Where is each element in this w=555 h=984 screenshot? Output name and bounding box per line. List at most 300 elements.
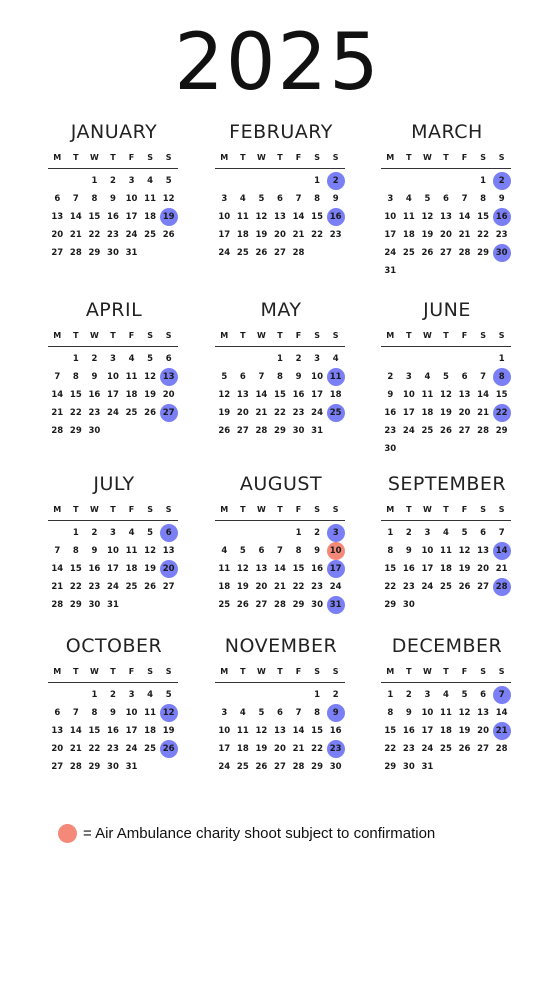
day-cell: 3 — [314, 354, 321, 364]
day-cell: 29 — [477, 248, 490, 258]
day-cell-highlighted: 28 — [492, 578, 511, 596]
day-cell: 6 — [258, 546, 265, 556]
day-cell: 9 — [110, 708, 116, 718]
day-cell-empty — [215, 524, 234, 542]
day-cell: 1 — [314, 176, 321, 186]
day-cell: 27 — [477, 582, 490, 592]
day-cell: 23 — [402, 744, 415, 754]
day-cell: 30 — [311, 600, 324, 610]
day-cell: 26 — [255, 762, 268, 772]
day-cell: 15 — [274, 390, 286, 400]
weekday-label: W — [422, 153, 432, 162]
weekday-label: T — [406, 505, 412, 514]
day-cell: 28 — [69, 762, 82, 772]
day-cell: 26 — [458, 582, 471, 592]
weekday-label: T — [443, 153, 449, 162]
weekday-label: S — [147, 667, 153, 676]
day-cell: 17 — [107, 390, 119, 400]
day-cell: 25 — [144, 744, 157, 754]
day-cell: 1 — [72, 354, 79, 364]
day-cell: 13 — [477, 708, 490, 718]
day-cell: 1 — [277, 354, 283, 364]
day-cell: 4 — [128, 354, 135, 364]
day-cell-empty — [455, 758, 474, 776]
day-cell: 15 — [311, 726, 324, 736]
weekday-label: T — [73, 505, 79, 514]
day-cell-empty — [215, 172, 234, 190]
day-cell: 17 — [107, 564, 119, 574]
day-cell: 30 — [88, 426, 101, 436]
day-cell: 3 — [221, 708, 228, 718]
day-cell-empty — [234, 686, 253, 704]
day-cell: 20 — [274, 230, 286, 240]
week-row — [48, 244, 180, 262]
weekday-header — [48, 504, 180, 516]
week-row — [48, 560, 180, 578]
day-cell: 2 — [91, 528, 98, 538]
weekday-label: T — [240, 505, 246, 514]
weekday-label: S — [147, 153, 153, 162]
day-cell: 23 — [495, 230, 508, 240]
day-cell: 24 — [218, 248, 231, 258]
day-cell: 1 — [91, 690, 98, 700]
day-cell: 2 — [405, 690, 412, 700]
week-row — [215, 578, 347, 596]
weekday-label: S — [314, 331, 320, 340]
weekday-header — [381, 152, 513, 164]
week-row — [381, 172, 513, 190]
day-cell-highlighted: 26 — [159, 740, 178, 758]
day-cell: 9 — [405, 546, 412, 556]
day-cell-empty — [418, 440, 437, 458]
day-cell: 19 — [421, 230, 434, 240]
weekday-label: F — [128, 505, 135, 514]
day-cell: 15 — [477, 212, 490, 222]
weekday-label: F — [128, 331, 135, 340]
day-cell: 9 — [295, 372, 302, 382]
day-cell: 5 — [147, 528, 154, 538]
week-row — [381, 350, 513, 368]
weekday-label: F — [295, 153, 302, 162]
day-cell: 22 — [311, 230, 324, 240]
day-cell: 16 — [292, 390, 305, 400]
legend-marker-dot — [58, 824, 77, 843]
day-cell: 25 — [402, 248, 415, 258]
day-cell-highlighted: 13 — [159, 368, 178, 386]
weekday-label: S — [332, 331, 339, 340]
day-cell: 23 — [107, 230, 119, 240]
day-cell: 5 — [239, 546, 246, 556]
day-cell: 22 — [88, 744, 101, 754]
month-january — [48, 120, 180, 262]
day-cell: 6 — [54, 194, 61, 204]
weekday-label: S — [332, 505, 339, 514]
day-cell: 24 — [421, 582, 434, 592]
day-cell: 17 — [125, 212, 138, 222]
weekday-header — [381, 666, 513, 678]
day-cell: 19 — [255, 230, 268, 240]
day-cell: 21 — [458, 230, 471, 240]
weekday-label: S — [480, 153, 486, 162]
day-cell: 1 — [498, 354, 505, 364]
day-cell: 27 — [162, 582, 175, 592]
week-row — [215, 560, 347, 578]
day-cell-empty — [252, 524, 271, 542]
day-cell-empty — [271, 524, 290, 542]
day-cell: 20 — [477, 564, 490, 574]
day-cell-empty — [455, 440, 474, 458]
week-row — [215, 226, 347, 244]
day-cell-empty — [271, 172, 290, 190]
day-cell: 26 — [421, 248, 434, 258]
day-cell: 8 — [314, 708, 321, 718]
day-cell: 22 — [384, 582, 397, 592]
weekday-label: S — [480, 331, 486, 340]
header-divider — [381, 682, 511, 683]
week-row — [48, 350, 180, 368]
weekday-label: M — [53, 331, 62, 340]
day-cell: 7 — [72, 708, 79, 718]
day-cell: 27 — [51, 248, 64, 258]
day-cell-empty — [455, 262, 474, 280]
day-cell: 24 — [421, 744, 434, 754]
weekday-label: W — [422, 331, 432, 340]
day-cell: 2 — [110, 690, 116, 700]
day-cell: 6 — [480, 528, 487, 538]
day-cell: 11 — [125, 372, 138, 382]
weekday-label: T — [73, 153, 79, 162]
day-cell-highlighted: 16 — [326, 208, 345, 226]
day-cell: 19 — [458, 564, 471, 574]
day-cell-empty — [474, 350, 493, 368]
day-cell: 18 — [440, 564, 452, 574]
legend-text: = Air Ambulance charity shoot subject to confirmation — [83, 825, 436, 842]
day-cell: 5 — [461, 690, 468, 700]
day-cell: 15 — [69, 564, 82, 574]
day-cell: 7 — [480, 372, 487, 382]
weekday-header — [48, 152, 180, 164]
day-cell-empty — [48, 686, 67, 704]
day-cell-empty — [308, 244, 327, 262]
day-cell: 8 — [91, 708, 98, 718]
day-cell: 29 — [88, 762, 101, 772]
month-july — [48, 472, 180, 614]
day-cell: 7 — [461, 194, 468, 204]
weekday-header — [381, 330, 513, 342]
day-cell: 15 — [292, 564, 305, 574]
header-divider — [215, 346, 345, 347]
week-row — [48, 368, 180, 386]
day-cell-empty — [141, 244, 160, 262]
day-cell: 18 — [402, 230, 415, 240]
day-cell: 10 — [311, 372, 324, 382]
day-cell: 27 — [274, 248, 286, 258]
day-cell: 22 — [384, 744, 397, 754]
weekday-label: F — [295, 667, 302, 676]
weekday-label: T — [277, 153, 283, 162]
month-september — [381, 472, 513, 614]
day-cell: 19 — [458, 726, 471, 736]
day-cell: 4 — [443, 528, 449, 538]
day-cell: 20 — [51, 230, 64, 240]
day-cell-highlighted: 8 — [492, 368, 511, 386]
weekday-label: S — [165, 505, 172, 514]
weekday-label: M — [386, 505, 395, 514]
day-cell: 26 — [255, 248, 268, 258]
day-cell: 24 — [402, 426, 415, 436]
weekday-label: M — [220, 331, 229, 340]
day-cell-highlighted: 11 — [326, 368, 345, 386]
weekday-label: W — [89, 331, 99, 340]
day-cell: 10 — [125, 708, 138, 718]
day-cell: 19 — [162, 726, 175, 736]
day-cell: 13 — [51, 726, 64, 736]
week-row — [381, 244, 513, 262]
week-row — [48, 190, 180, 208]
day-cell-empty — [418, 596, 437, 614]
week-row — [215, 686, 347, 704]
weekday-label: T — [406, 153, 412, 162]
day-cell: 18 — [125, 390, 138, 400]
day-cell: 21 — [51, 582, 64, 592]
day-cell-empty — [437, 172, 456, 190]
day-cell: 22 — [477, 230, 490, 240]
day-cell-empty — [234, 350, 253, 368]
day-cell: 18 — [236, 230, 249, 240]
day-cell-empty — [492, 758, 511, 776]
day-cell: 5 — [258, 708, 265, 718]
header-divider — [215, 520, 345, 521]
day-cell: 18 — [421, 408, 434, 418]
day-cell: 10 — [107, 546, 119, 556]
day-cell: 17 — [125, 726, 138, 736]
day-cell-empty — [215, 686, 234, 704]
day-cell: 12 — [144, 372, 157, 382]
day-cell-highlighted: 23 — [326, 740, 345, 758]
month-june — [381, 298, 513, 458]
day-cell: 5 — [461, 528, 468, 538]
day-cell: 23 — [311, 582, 324, 592]
day-cell-empty — [474, 758, 493, 776]
day-cell: 19 — [218, 408, 231, 418]
weekday-label: M — [386, 667, 395, 676]
day-cell: 28 — [292, 248, 305, 258]
day-cell: 25 — [236, 248, 249, 258]
day-cell: 13 — [440, 212, 452, 222]
day-cell: 10 — [421, 708, 434, 718]
month-name: AUGUST — [239, 473, 323, 495]
week-row — [381, 368, 513, 386]
day-cell: 21 — [292, 230, 305, 240]
weekday-label: M — [386, 331, 395, 340]
weekday-label: T — [240, 153, 246, 162]
weekday-label: M — [220, 667, 229, 676]
day-cell: 10 — [125, 194, 138, 204]
weekday-label: T — [277, 667, 283, 676]
day-cell: 11 — [144, 194, 157, 204]
day-cell-empty — [67, 686, 86, 704]
day-cell: 23 — [329, 230, 342, 240]
weekday-header — [48, 666, 180, 678]
day-cell: 18 — [144, 726, 157, 736]
day-cell: 14 — [495, 708, 508, 718]
week-row — [381, 686, 513, 704]
day-cell: 31 — [311, 426, 324, 436]
day-cell-empty — [159, 758, 178, 776]
day-cell-empty — [400, 440, 419, 458]
day-cell-empty — [474, 440, 493, 458]
day-cell: 19 — [440, 408, 452, 418]
day-cell: 14 — [51, 390, 64, 400]
day-cell: 15 — [88, 212, 101, 222]
day-cell-empty — [104, 422, 123, 440]
month-name: OCTOBER — [65, 635, 163, 657]
week-row — [381, 226, 513, 244]
day-cell: 15 — [384, 726, 397, 736]
day-cell: 28 — [69, 248, 82, 258]
week-row — [381, 560, 513, 578]
day-cell: 29 — [88, 248, 101, 258]
day-cell: 4 — [332, 354, 339, 364]
weekday-header — [215, 504, 347, 516]
day-cell: 9 — [498, 194, 505, 204]
week-row — [48, 578, 180, 596]
month-march — [381, 120, 513, 280]
day-cell-highlighted: 7 — [492, 686, 511, 704]
weekday-label: T — [443, 667, 449, 676]
day-cell: 6 — [277, 708, 283, 718]
day-cell: 8 — [277, 372, 283, 382]
weekday-header — [215, 152, 347, 164]
day-cell-highlighted: 12 — [159, 704, 178, 722]
day-cell: 22 — [311, 744, 324, 754]
weekday-label: T — [406, 331, 412, 340]
day-cell: 14 — [69, 212, 82, 222]
day-cell: 25 — [440, 744, 452, 754]
header-divider — [381, 346, 511, 347]
day-cell: 13 — [477, 546, 490, 556]
week-row — [48, 704, 180, 722]
week-row — [215, 722, 347, 740]
day-cell: 15 — [495, 390, 508, 400]
day-cell: 3 — [128, 690, 135, 700]
weekday-label: T — [240, 331, 246, 340]
day-cell: 11 — [236, 212, 249, 222]
day-cell: 2 — [295, 354, 302, 364]
day-cell: 27 — [477, 744, 490, 754]
day-cell: 16 — [402, 564, 415, 574]
weekday-label: S — [498, 505, 505, 514]
day-cell: 11 — [421, 390, 434, 400]
day-cell-empty — [289, 686, 308, 704]
weekday-label: W — [89, 505, 99, 514]
week-row — [215, 190, 347, 208]
day-cell: 14 — [292, 212, 305, 222]
day-cell: 4 — [221, 546, 228, 556]
week-row — [215, 208, 347, 226]
week-row — [215, 758, 347, 776]
year-title: 2025 — [174, 18, 381, 108]
day-cell: 15 — [88, 726, 101, 736]
month-name: MARCH — [411, 121, 483, 143]
weekday-label: T — [73, 667, 79, 676]
week-row — [215, 704, 347, 722]
day-cell: 18 — [440, 726, 452, 736]
day-cell: 29 — [384, 762, 397, 772]
day-cell-highlighted: 25 — [326, 404, 345, 422]
day-cell: 9 — [332, 194, 339, 204]
day-cell: 8 — [72, 372, 79, 382]
week-row — [381, 758, 513, 776]
day-cell: 12 — [421, 212, 434, 222]
day-cell: 20 — [458, 408, 471, 418]
day-cell: 21 — [495, 564, 508, 574]
day-cell: 30 — [402, 600, 415, 610]
day-cell: 22 — [69, 408, 82, 418]
day-cell: 29 — [311, 762, 324, 772]
day-cell: 17 — [421, 726, 434, 736]
day-cell-empty — [492, 440, 511, 458]
day-cell-highlighted: 3 — [326, 524, 345, 542]
day-cell: 3 — [221, 194, 228, 204]
day-cell-empty — [67, 172, 86, 190]
day-cell-empty — [418, 350, 437, 368]
day-cell: 10 — [218, 726, 231, 736]
day-cell: 29 — [384, 600, 397, 610]
day-cell: 27 — [236, 426, 249, 436]
day-cell: 3 — [424, 528, 431, 538]
weekday-label: T — [110, 153, 116, 162]
month-february — [215, 120, 347, 262]
weekday-label: F — [461, 505, 468, 514]
day-cell: 13 — [274, 212, 286, 222]
day-cell: 5 — [221, 372, 228, 382]
day-cell: 17 — [311, 390, 324, 400]
day-cell-empty — [492, 262, 511, 280]
day-cell-empty — [159, 596, 178, 614]
day-cell: 30 — [107, 762, 119, 772]
day-cell-empty — [234, 172, 253, 190]
day-cell: 17 — [421, 564, 434, 574]
day-cell: 19 — [236, 582, 249, 592]
day-cell: 23 — [402, 582, 415, 592]
weekday-label: S — [314, 153, 320, 162]
day-cell: 3 — [110, 354, 116, 364]
day-cell: 2 — [387, 372, 394, 382]
day-cell: 20 — [236, 408, 249, 418]
day-cell: 27 — [274, 762, 286, 772]
weekday-label: T — [110, 505, 116, 514]
week-row — [48, 524, 180, 542]
weekday-label: W — [422, 667, 432, 676]
day-cell: 30 — [292, 426, 305, 436]
weekday-header — [215, 330, 347, 342]
day-cell: 20 — [477, 726, 490, 736]
day-cell: 15 — [384, 564, 397, 574]
weekday-label: W — [256, 667, 266, 676]
day-cell: 11 — [402, 212, 415, 222]
weekday-header — [48, 330, 180, 342]
day-cell-empty — [400, 172, 419, 190]
weekday-label: W — [89, 667, 99, 676]
month-name: JUNE — [423, 299, 471, 321]
day-cell-empty — [474, 596, 493, 614]
day-cell: 6 — [239, 372, 246, 382]
day-cell: 9 — [91, 546, 98, 556]
day-cell: 14 — [255, 390, 268, 400]
day-cell-empty — [455, 596, 474, 614]
day-cell: 29 — [69, 600, 82, 610]
